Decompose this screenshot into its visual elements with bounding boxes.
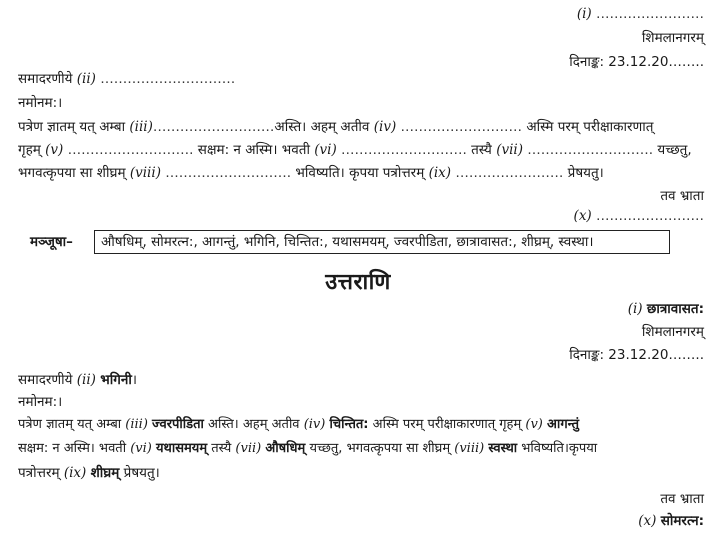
q-roman-x: (x) [573, 208, 592, 224]
a-text: प्रेषयतु। [123, 465, 160, 481]
a-date [569, 346, 704, 364]
a-paragraph-line-2 [18, 440, 597, 458]
q-text: तस्यै [471, 142, 492, 158]
a-date-label: दिनाङ्क: [569, 347, 604, 363]
a-roman-ix: (ix) [63, 465, 87, 481]
a-roman-ii: (ii) [76, 372, 96, 388]
q-roman-vii: (vii) [496, 142, 523, 158]
a-answer-v: आगन्तुं [547, 417, 580, 432]
a-closing: तव भ्राता [660, 491, 704, 507]
q-roman-vi: (vi) [314, 142, 337, 158]
a-text: अस्ति। अहम् अतीव [208, 417, 300, 432]
a-answer-viii: स्वस्था [488, 441, 518, 456]
a-answer-iii: ज्वरपीडिता [152, 417, 204, 432]
a-answer-i: छात्रावासत: [646, 301, 704, 317]
a-roman-vi: (vi) [130, 441, 152, 456]
q-dots-vi: ………………………. [341, 142, 467, 158]
q-text: अस्मि परम् परीक्षाकारणात् [526, 119, 654, 135]
q-roman-iv: (iv) [373, 119, 397, 135]
a-paragraph-line-3 [18, 464, 160, 482]
a-roman-iv: (iv) [303, 417, 326, 432]
q-dots-iv: ……………………… [400, 119, 523, 135]
q-date-value: 23.12.20…….. [608, 54, 704, 70]
a-text: सक्षम: न अस्मि। भवती [18, 441, 127, 456]
q-dots-ii: ………………………… [100, 71, 236, 87]
a-answer-ii: भगिनी [100, 372, 132, 388]
a-date-value: 23.12.20…….. [608, 347, 704, 363]
q-dots-x: …………………… [596, 208, 704, 224]
a-answer-vii: औषधिम् [265, 441, 306, 456]
a-text: पत्रेण ज्ञातम् यत् अम्बा [18, 417, 122, 432]
a-answer-ix: शीघ्रम् [90, 465, 120, 481]
a-roman-viii: (viii) [454, 441, 485, 456]
q-text: प्रेषयतु। [567, 165, 604, 181]
a-salutation-prefix: समादरणीये [18, 372, 73, 388]
a-text: तस्यै [211, 441, 232, 456]
q-roman-iii: (iii) [129, 119, 153, 135]
manjusha-word-box [94, 230, 670, 254]
a-answer-vi: यथासमयम् [156, 441, 208, 456]
q-text: यच्छतु, [657, 142, 692, 158]
a-text: यच्छतु, भगवत्कृपया सा शीघ्रम् [309, 441, 451, 456]
answers-heading: उत्तराणि [325, 270, 391, 295]
q-closing: तव भ्राता [660, 188, 704, 204]
a-blank-x [638, 512, 704, 530]
a-roman-iii: (iii) [125, 417, 148, 432]
q-roman-ix: (ix) [428, 165, 452, 181]
q-dots-iii: ……………………… [152, 119, 275, 135]
a-answer-iv: चिन्तित: [329, 417, 369, 432]
a-place: शिमलानगरम् [641, 324, 704, 340]
a-roman-v: (v) [525, 417, 543, 432]
a-paragraph-line-1 [18, 416, 579, 434]
q-blank-x [574, 207, 704, 225]
a-roman-i: (i) [627, 301, 643, 317]
a-salutation: समादरणीये (ii) भगिनी। [18, 372, 137, 388]
q-roman-v: (v) [45, 142, 64, 158]
q-dots-ix: …………………… [455, 165, 564, 181]
a-text: पत्रोत्तरम् [18, 465, 60, 481]
q-dots-viii: ………………………. [165, 165, 292, 181]
a-blank-i [628, 300, 704, 318]
q-date [569, 53, 704, 71]
manjusha-words: औषधिम्, सोमरत्न:, आगन्तुं, भगिनि, चिन्तित:, यथासमयम्, ज्वरपीडिता, छात्रावासत:, शीघ्रम्, स्वस्था। [101, 234, 594, 250]
q-text: अस्ति। अहम् अतीव [274, 119, 370, 135]
q-blank-i [577, 5, 704, 23]
q-salutation [18, 70, 235, 88]
q-dots-v: ………………………. [67, 142, 194, 158]
q-text: सक्षम: न अस्मि। भवती [197, 142, 310, 158]
a-text: अस्मि परम् परीक्षाकारणात् गृहम् [372, 417, 522, 432]
q-dots-vii: ………………………. [527, 142, 654, 158]
q-salutation-prefix: समादरणीये [18, 71, 73, 87]
a-answer-x: सोमरत्न: [660, 513, 704, 529]
q-roman-i: (i) [576, 6, 592, 22]
q-date-label: दिनाङ्क: [569, 54, 604, 70]
q-roman-ii: (ii) [76, 71, 96, 87]
a-greeting: नमोनम:। [18, 394, 63, 410]
q-dots-i: …………………… [596, 6, 704, 22]
q-paragraph-line-1 [18, 118, 654, 136]
q-place: शिमलानगरम् [641, 30, 704, 46]
q-paragraph-line-3 [18, 164, 604, 182]
q-greeting: नमोनम:। [18, 95, 63, 111]
a-text: भविष्यति।कृपया [521, 441, 598, 456]
a-roman-x: (x) [638, 513, 657, 529]
a-roman-vii: (vii) [235, 441, 262, 456]
q-text: भगवत्कृपया सा शीघ्रम् [18, 165, 126, 181]
q-roman-viii: (viii) [129, 165, 161, 181]
q-text: भविष्यति। कृपया पत्रोत्तरम् [295, 165, 425, 181]
manjusha-label: मञ्जूषा– [30, 234, 73, 250]
q-text: पत्रेण ज्ञातम् यत् अम्बा [18, 119, 126, 135]
q-text: गृहम् [18, 142, 41, 158]
q-paragraph-line-2 [18, 141, 692, 159]
